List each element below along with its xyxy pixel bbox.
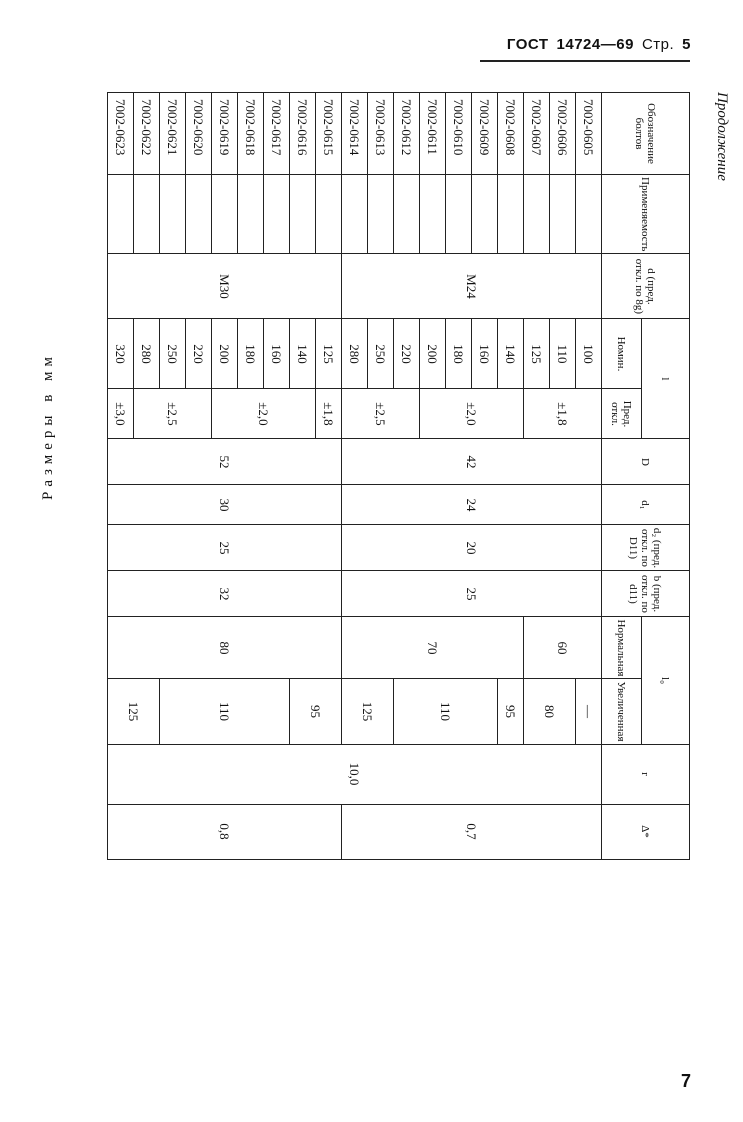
cell-l-nom: 220: [394, 319, 420, 389]
cell-l0-increased: 125: [108, 679, 160, 744]
cell-designation: 7002-0618: [238, 93, 264, 175]
cell-designation: 7002-0605: [576, 93, 602, 175]
cell-l0-increased: 110: [394, 679, 498, 744]
bolt-table: [107, 92, 690, 860]
cell-designation: 7002-0607: [524, 93, 550, 175]
cell-applicability: [446, 175, 472, 254]
cell-l0-increased: 110: [160, 679, 290, 744]
cell-D: 42: [342, 439, 602, 485]
cell-l0-increased: 80: [524, 679, 576, 744]
cell-applicability: [160, 175, 186, 254]
cell-designation: 7002-0621: [160, 93, 186, 175]
cell-l-tol: ±2,5: [134, 389, 212, 439]
cell-applicability: [420, 175, 446, 254]
cell-l-tol: ±3,0: [108, 389, 134, 439]
cell-l-tol: ±1,8: [524, 389, 602, 439]
cell-l-nom: 140: [290, 319, 316, 389]
cell-applicability: [498, 175, 524, 254]
col-l-group: l: [642, 319, 690, 439]
cell-l-nom: 220: [186, 319, 212, 389]
cell-r: 10,0: [108, 744, 602, 804]
cell-applicability: [472, 175, 498, 254]
col-delta: Δ*: [602, 804, 690, 859]
cell-l-nom: 320: [108, 319, 134, 389]
cell-designation: 7002-0619: [212, 93, 238, 175]
cell-l0-normal: 80: [108, 617, 342, 679]
cell-applicability: [368, 175, 394, 254]
cell-d1: 24: [342, 485, 602, 525]
cell-applicability: [108, 175, 134, 254]
col-r: r: [602, 744, 690, 804]
standard-label: ГОСТ: [506, 36, 549, 53]
cell-b: 32: [108, 571, 342, 617]
cell-applicability: [342, 175, 368, 254]
cell-l-nom: 180: [238, 319, 264, 389]
cell-designation: 7002-0608: [498, 93, 524, 175]
col-l-nom: Номин.: [602, 319, 642, 389]
cell-l-tol: ±2,5: [342, 389, 420, 439]
cell-l0-increased: —: [576, 679, 602, 744]
cell-l-nom: 200: [420, 319, 446, 389]
cell-applicability: [264, 175, 290, 254]
cell-l-tol: ±1,8: [316, 389, 342, 439]
cell-designation: 7002-0622: [134, 93, 160, 175]
cell-l0-increased: 95: [498, 679, 524, 744]
col-l-tol: Пред. откл.: [602, 389, 642, 439]
cell-l-nom: 200: [212, 319, 238, 389]
cell-designation: 7002-0616: [290, 93, 316, 175]
cell-designation: 7002-0620: [186, 93, 212, 175]
cell-applicability: [186, 175, 212, 254]
cell-l0-normal: 70: [342, 617, 524, 679]
table-row: [576, 93, 602, 860]
col-d: d (пред. откл. по 8g): [602, 254, 690, 319]
cell-l-nom: 125: [524, 319, 550, 389]
cell-l-nom: 180: [446, 319, 472, 389]
cell-applicability: [550, 175, 576, 254]
continuation-label: Продолжение: [714, 92, 730, 181]
cell-l-nom: 160: [472, 319, 498, 389]
cell-designation: 7002-0614: [342, 93, 368, 175]
cell-l-nom: 250: [368, 319, 394, 389]
cell-d: M24: [342, 254, 602, 319]
cell-designation: 7002-0611: [420, 93, 446, 175]
cell-designation: 7002-0615: [316, 93, 342, 175]
cell-d1: 30: [108, 485, 342, 525]
header-page: 5: [682, 36, 691, 53]
cell-designation: 7002-0610: [446, 93, 472, 175]
cell-l0-increased: 95: [290, 679, 342, 744]
cell-delta: 0,8: [108, 804, 342, 859]
cell-l-nom: 160: [264, 319, 290, 389]
page-label: Стр.: [641, 36, 675, 53]
cell-l-nom: 110: [550, 319, 576, 389]
cell-designation: 7002-0613: [368, 93, 394, 175]
cell-l0-increased: 125: [342, 679, 394, 744]
cell-applicability: [212, 175, 238, 254]
cell-l-nom: 280: [342, 319, 368, 389]
cell-applicability: [316, 175, 342, 254]
col-d1: d₁: [602, 485, 690, 525]
col-l0-increased: Увеличенная: [602, 679, 642, 744]
table-body: [108, 93, 602, 860]
standard-number: 14724—69: [556, 36, 634, 53]
cell-l-tol: ±2,0: [420, 389, 524, 439]
col-b: b (пред. откл. по d11): [602, 571, 690, 617]
cell-applicability: [524, 175, 550, 254]
cell-b: 25: [342, 571, 602, 617]
cell-designation: 7002-0609: [472, 93, 498, 175]
col-D: D: [602, 439, 690, 485]
table-title: Размеры в мм: [40, 351, 56, 500]
cell-designation: 7002-0617: [264, 93, 290, 175]
cell-l0-normal: 60: [524, 617, 602, 679]
page-number: 7: [680, 1071, 691, 1091]
cell-l-nom: 280: [134, 319, 160, 389]
cell-l-nom: 100: [576, 319, 602, 389]
col-l0-group: l₀: [642, 617, 690, 744]
cell-l-nom: 125: [316, 319, 342, 389]
cell-applicability: [238, 175, 264, 254]
cell-l-nom: 250: [160, 319, 186, 389]
cell-designation: 7002-0606: [550, 93, 576, 175]
cell-d2: 20: [342, 525, 602, 571]
col-l0-normal: Нормальная: [602, 617, 642, 679]
col-d2: d₂ (пред. откл. по D11): [602, 525, 690, 571]
cell-applicability: [394, 175, 420, 254]
rotated-table-area: [70, 92, 730, 1097]
header-rule: [480, 60, 690, 62]
cell-designation: 7002-0612: [394, 93, 420, 175]
cell-delta: 0,7: [342, 804, 602, 859]
cell-designation: 7002-0623: [108, 93, 134, 175]
cell-d2: 25: [108, 525, 342, 571]
col-applicability: Применяемость: [602, 175, 690, 254]
cell-d: M30: [108, 254, 342, 319]
cell-l-tol: ±2,0: [212, 389, 316, 439]
col-designation: Обозначение болтов: [602, 93, 690, 175]
cell-applicability: [134, 175, 160, 254]
cell-applicability: [576, 175, 602, 254]
page-header: [499, 36, 691, 53]
cell-applicability: [290, 175, 316, 254]
cell-D: 52: [108, 439, 342, 485]
cell-l-nom: 140: [498, 319, 524, 389]
